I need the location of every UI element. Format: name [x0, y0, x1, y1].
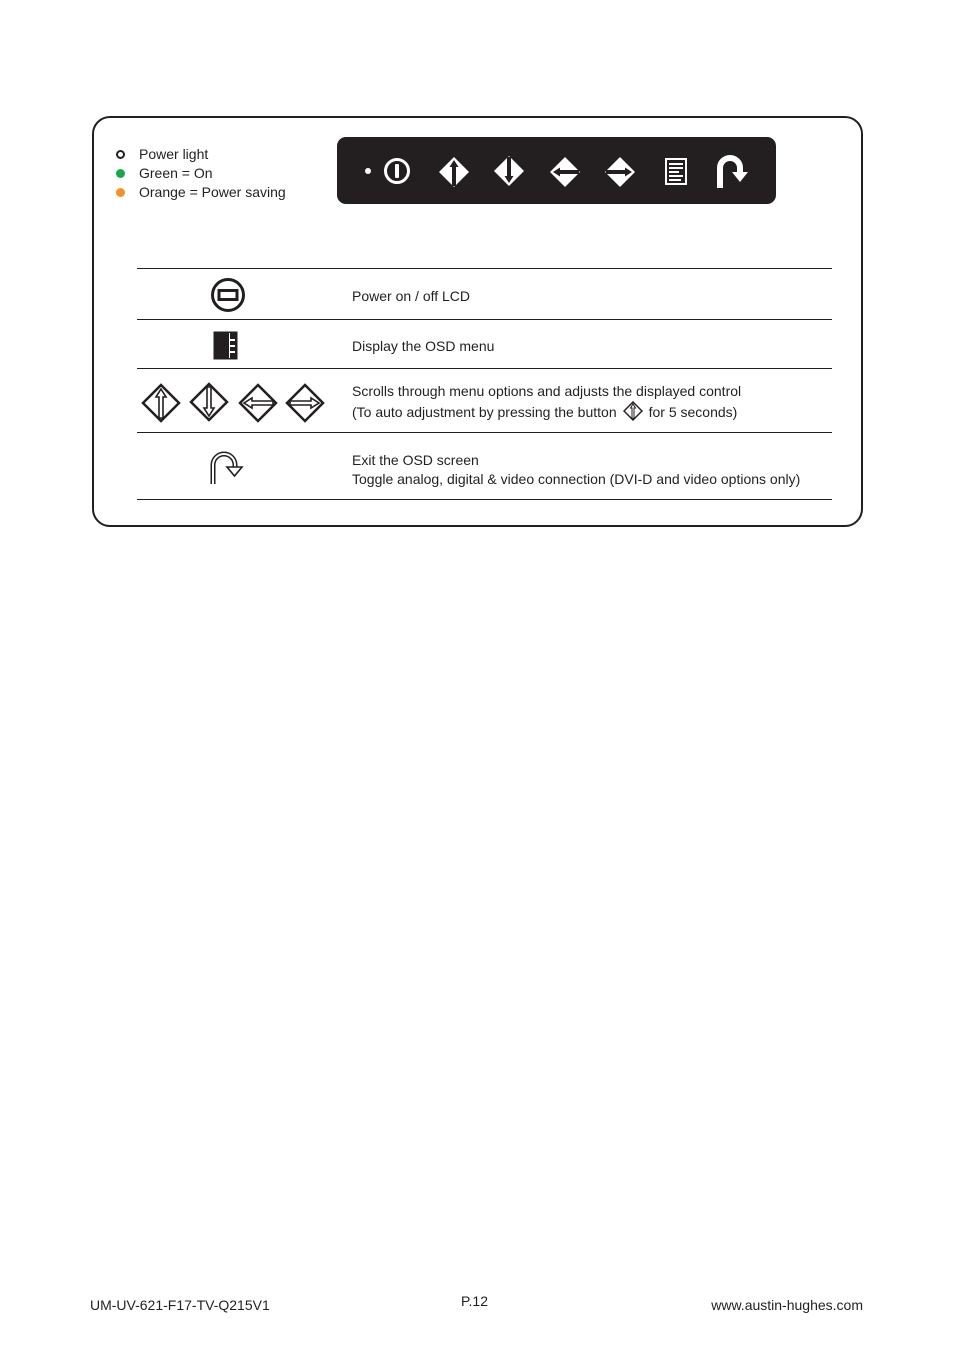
exit-row-line2: Toggle analog, digital & video connection (DVI-D and video options only) [352, 471, 801, 487]
led-indicator-icon [365, 168, 371, 174]
panel-down-arrow-icon [493, 155, 525, 187]
arrows-row-line2-pre: (To auto adjustment by pressing the button [352, 404, 617, 420]
arrows-row-description [352, 382, 741, 422]
table-rule-3 [137, 432, 832, 433]
exit-icon [208, 450, 244, 486]
arrows-row-line2 [352, 401, 741, 422]
down-arrow-icon [189, 382, 229, 422]
panel-menu-icon [665, 158, 687, 185]
panel-left-arrow-icon [549, 156, 581, 188]
panel-exit-icon [714, 154, 750, 190]
panel-power-icon [383, 157, 411, 185]
orange-dot-icon [116, 188, 125, 197]
power-light-legend [116, 145, 286, 202]
table-rule-bottom [137, 499, 832, 500]
panel-right-arrow-icon [604, 156, 636, 188]
panel-up-arrow-icon [438, 156, 470, 188]
legend-orange-label: Orange = Power saving [139, 184, 286, 200]
menu-row-description: Display the OSD menu [352, 338, 495, 354]
power-icon [210, 277, 246, 313]
table-rule-2 [137, 368, 832, 369]
website-link[interactable]: www.austin-hughes.com [711, 1297, 863, 1313]
table-rule-top [137, 268, 832, 269]
legend-row-green [116, 164, 286, 183]
green-dot-icon [116, 169, 125, 178]
legend-row-orange [116, 183, 286, 202]
power-row-description: Power on / off LCD [352, 288, 471, 304]
up-arrow-icon [141, 383, 181, 423]
table-rule-1 [137, 319, 832, 320]
right-arrow-icon [285, 383, 325, 423]
exit-row-description [352, 451, 800, 489]
page-number: P.12 [461, 1293, 488, 1309]
legend-title: Power light [139, 146, 209, 162]
menu-icon [213, 331, 238, 360]
arrows-row-line2-post: for 5 seconds) [648, 404, 738, 420]
arrows-row-line1: Scrolls through menu options and adjusts the displayed control [352, 383, 742, 399]
control-panel [337, 137, 776, 204]
left-arrow-icon [238, 383, 278, 423]
exit-row-line1: Exit the OSD screen [352, 452, 479, 468]
inline-up-arrow-icon [623, 401, 643, 421]
document-code: UM-UV-621-F17-TV-Q215V1 [90, 1297, 270, 1313]
legend-row-power-light [116, 145, 286, 164]
legend-green-label: Green = On [139, 165, 213, 181]
power-light-indicator-icon [116, 150, 125, 159]
